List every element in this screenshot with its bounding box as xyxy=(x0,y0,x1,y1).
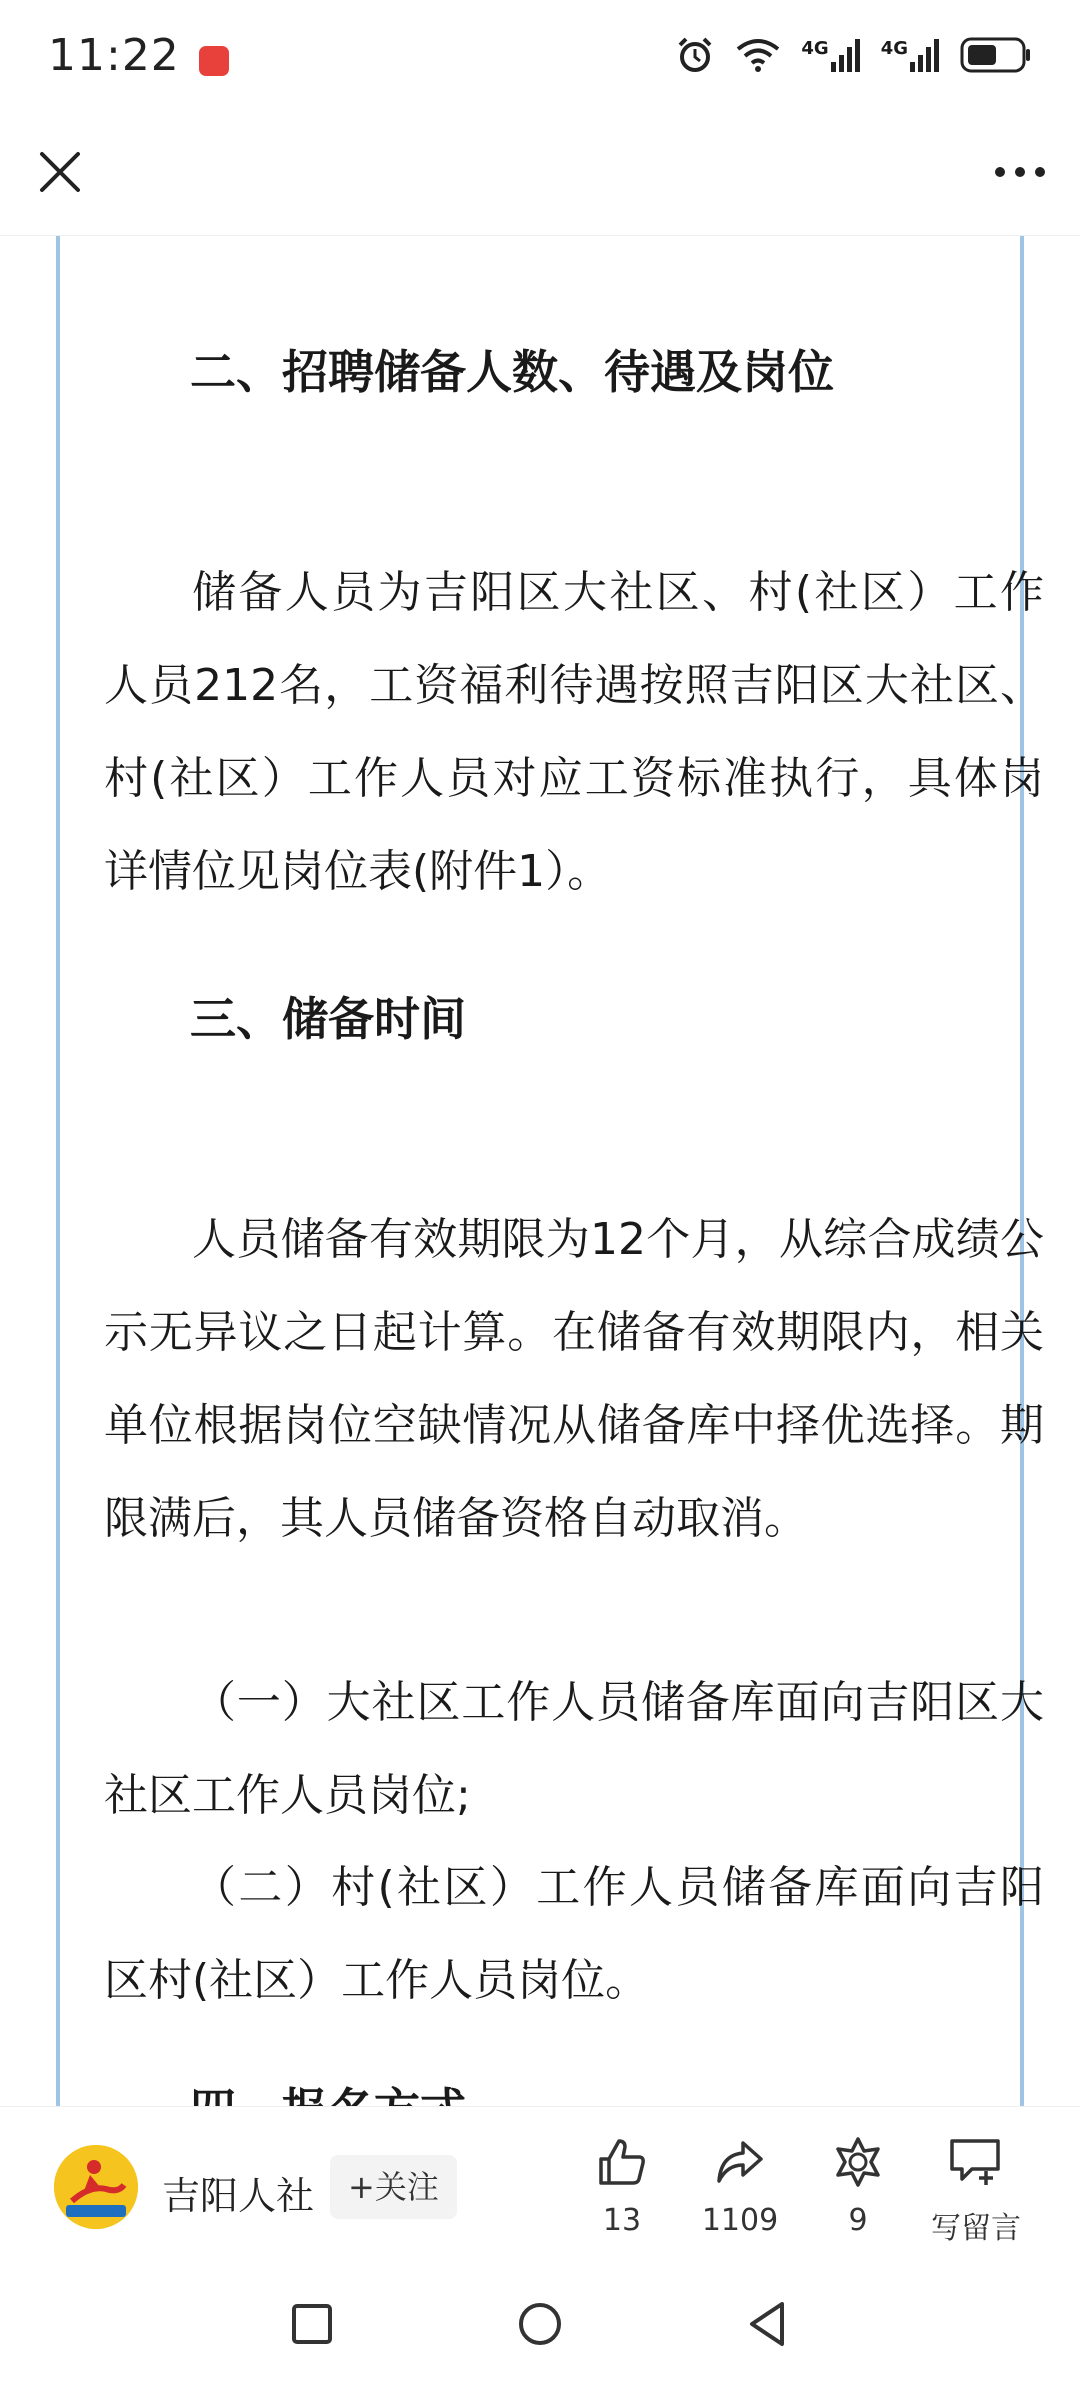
article-body xyxy=(56,236,1044,2106)
top-bar xyxy=(0,110,1080,236)
status-time: 11:22 xyxy=(48,29,180,81)
network-type-label: 4G xyxy=(801,38,829,59)
back-icon[interactable] xyxy=(740,2296,796,2352)
battery-icon xyxy=(960,37,1032,73)
bottom-action-bar xyxy=(0,2106,1080,2266)
paragraph: （一）大社区工作人员储备库面向吉阳区大社区工作人员岗位; xyxy=(104,1677,1044,1821)
signal-1 xyxy=(801,38,860,72)
recommend-button[interactable] xyxy=(798,2135,918,2238)
share-icon xyxy=(713,2135,767,2189)
recommend-count: 9 xyxy=(848,2203,868,2238)
account-name[interactable]: 吉阳人社 xyxy=(162,2174,315,2218)
share-button[interactable] xyxy=(680,2135,800,2238)
follow-button[interactable]: +关注 xyxy=(330,2155,457,2219)
comment-button[interactable] xyxy=(916,2135,1036,2247)
section-heading: 三、储备时间 xyxy=(190,992,466,1046)
share-count: 1109 xyxy=(701,2203,779,2238)
thumb-up-icon xyxy=(595,2135,649,2189)
paragraph: （二）村(社区）工作人员储备库面向吉阳区村(社区）工作人员岗位。 xyxy=(104,1862,1044,2006)
paragraph: 人员储备有效期限为12个月，从综合成绩公示无异议之日起计算。在储备有效期限内，相关单位根据岗位空缺情况从储备库中择优选择。期限满后，其人员储备资格自动取消。 xyxy=(104,1214,1044,1544)
account-avatar[interactable] xyxy=(54,2145,138,2229)
status-icons xyxy=(675,35,1032,75)
hd-badge-icon xyxy=(199,46,229,76)
home-icon[interactable] xyxy=(512,2296,568,2352)
like-button[interactable] xyxy=(562,2135,682,2238)
section-heading: 二、招聘储备人数、待遇及岗位 xyxy=(190,345,834,399)
logo-icon xyxy=(54,2145,138,2229)
signal-bars-icon xyxy=(831,38,861,72)
comment-icon xyxy=(946,2135,1006,2189)
star-icon xyxy=(831,2135,885,2189)
signal-2 xyxy=(881,38,940,72)
status-bar xyxy=(0,0,1080,110)
close-icon[interactable] xyxy=(28,140,92,204)
wifi-icon xyxy=(735,37,781,73)
alarm-icon xyxy=(675,35,715,75)
signal-bars-icon xyxy=(910,38,940,72)
system-nav-bar xyxy=(0,2266,1080,2382)
like-count: 13 xyxy=(602,2203,642,2238)
paragraph: 储备人员为吉阳区大社区、村(社区）工作人员212名，工资福利待遇按照吉阳区大社区、村(社区）工作人员对应工资标准执行，具体岗详情位见岗位表(附件1）。 xyxy=(104,567,1044,897)
comment-label: 写留言 xyxy=(931,2211,1021,2246)
more-icon[interactable] xyxy=(988,140,1052,204)
status-left xyxy=(48,30,229,81)
recent-apps-icon[interactable] xyxy=(284,2296,340,2352)
network-type-label: 4G xyxy=(880,38,908,59)
